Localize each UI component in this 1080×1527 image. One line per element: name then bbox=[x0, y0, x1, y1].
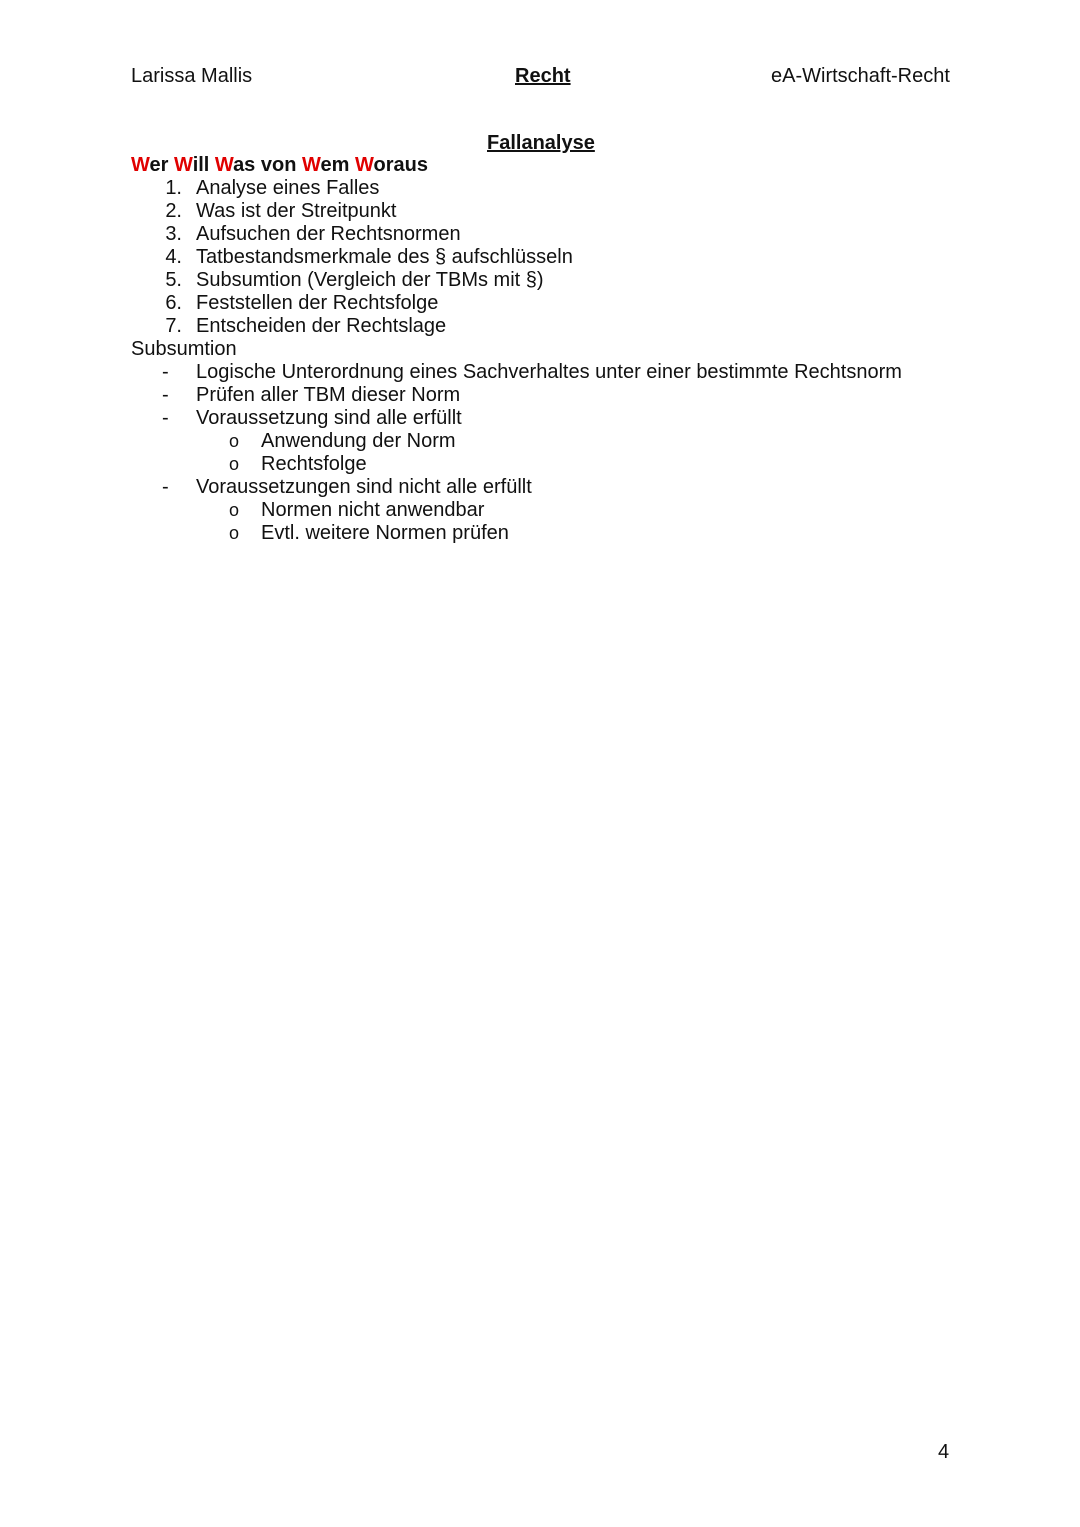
question-initial: W bbox=[214, 154, 234, 176]
circle-bullet: o bbox=[229, 500, 240, 520]
step-number: 7. bbox=[165, 315, 182, 337]
header-author: Larissa Mallis bbox=[131, 65, 253, 87]
page-title: Fallanalyse bbox=[487, 132, 595, 154]
question-rest: oraus bbox=[373, 154, 428, 176]
step-text: Analyse eines Falles bbox=[196, 177, 380, 199]
sub-bullet-text: Anwendung der Norm bbox=[261, 430, 456, 452]
step-number: 6. bbox=[165, 292, 182, 314]
step-number: 1. bbox=[165, 177, 182, 199]
sub-bullet-text: Normen nicht anwendbar bbox=[261, 499, 485, 521]
question-rest: er bbox=[149, 154, 174, 176]
question-initial: W bbox=[131, 154, 150, 176]
step-number: 2. bbox=[165, 200, 182, 222]
dash-bullet: - bbox=[162, 361, 169, 383]
step-text: Feststellen der Rechtsfolge bbox=[196, 292, 439, 314]
sub-bullet-text: Evtl. weitere Normen prüfen bbox=[261, 522, 509, 544]
question-initial: W bbox=[354, 154, 374, 176]
step-text: Tatbestandsmerkmale des § aufschlüsseln bbox=[196, 246, 573, 268]
question-words-line bbox=[131, 154, 428, 177]
step-text: Subsumtion (Vergleich der TBMs mit §) bbox=[196, 269, 544, 291]
question-rest: ill bbox=[192, 154, 215, 176]
step-number: 3. bbox=[165, 223, 182, 245]
question-initial: W bbox=[173, 154, 193, 176]
header-subject: Recht bbox=[515, 65, 571, 87]
dash-bullet: - bbox=[162, 407, 169, 429]
step-text: Entscheiden der Rechtslage bbox=[196, 315, 447, 337]
step-number: 4. bbox=[165, 246, 182, 268]
dash-bullet: - bbox=[162, 476, 169, 498]
step-text: Aufsuchen der Rechtsnormen bbox=[196, 223, 461, 245]
question-rest: as von bbox=[233, 154, 302, 176]
header-course: eA-Wirtschaft-Recht bbox=[771, 65, 950, 87]
circle-bullet: o bbox=[229, 454, 240, 474]
question-rest: em bbox=[320, 154, 355, 176]
subsumtion-heading: Subsumtion bbox=[131, 338, 237, 360]
step-number: 5. bbox=[165, 269, 182, 291]
sub-bullet-text: Rechtsfolge bbox=[261, 453, 367, 475]
circle-bullet: o bbox=[229, 431, 240, 451]
circle-bullet: o bbox=[229, 523, 240, 543]
step-text: Was ist der Streitpunkt bbox=[196, 200, 397, 222]
bullet-text: Voraussetzungen sind nicht alle erfüllt bbox=[196, 476, 532, 498]
dash-bullet: - bbox=[162, 384, 169, 406]
bullet-text: Voraussetzung sind alle erfüllt bbox=[196, 407, 462, 429]
question-initial: W bbox=[301, 154, 321, 176]
bullet-text: Logische Unterordnung eines Sachverhaltes unter einer bestimmte Rechtsnorm bbox=[196, 361, 902, 383]
page-number: 4 bbox=[938, 1441, 950, 1463]
bullet-text: Prüfen aller TBM dieser Norm bbox=[196, 384, 461, 406]
